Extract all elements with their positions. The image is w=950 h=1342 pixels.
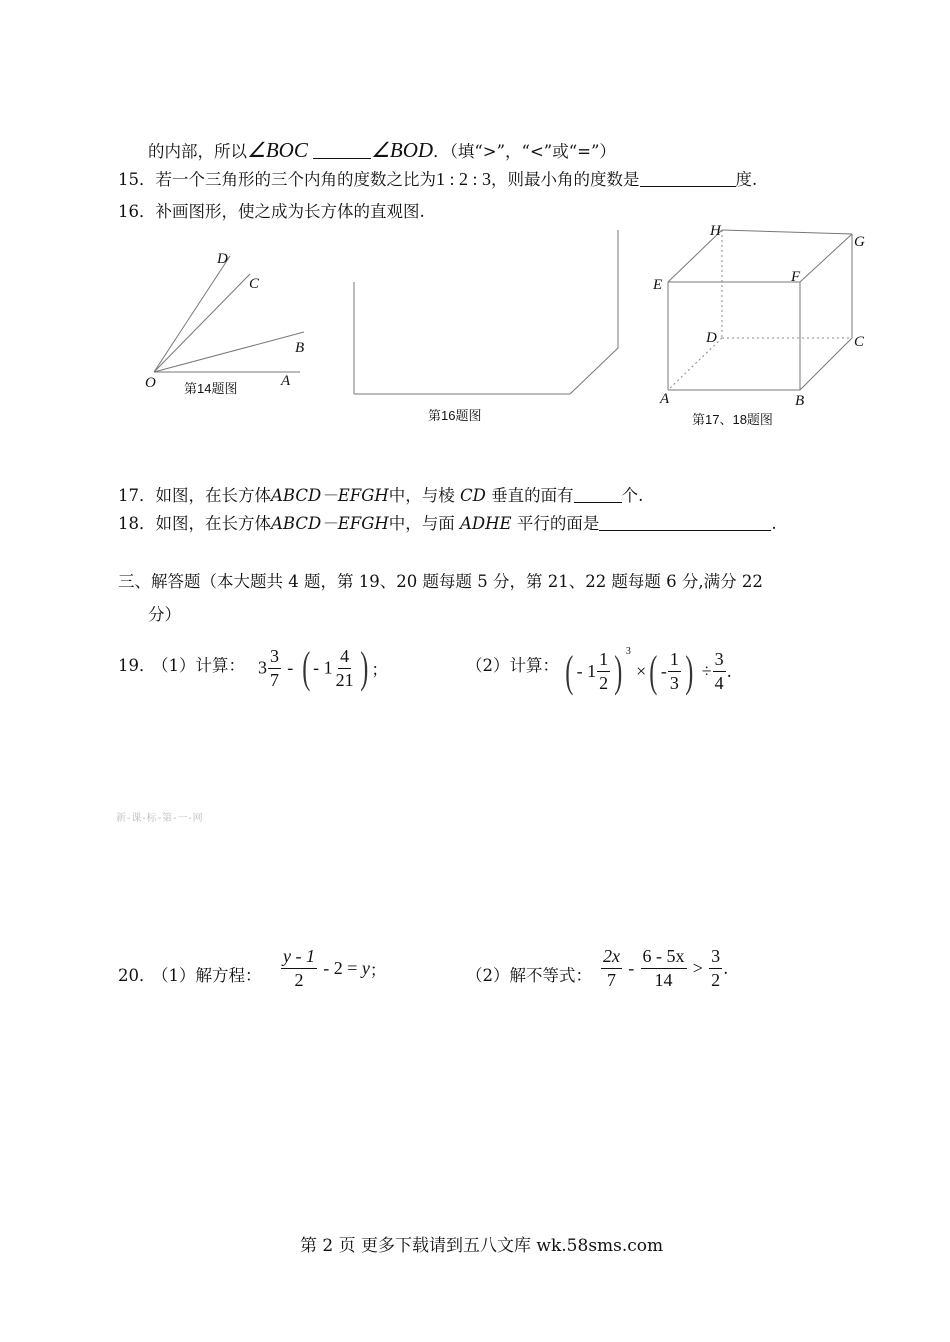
denominator: 2 (599, 673, 609, 693)
question-number: 15． (118, 170, 156, 189)
q18-text-b: 中，与面 (388, 514, 455, 533)
fraction (641, 947, 687, 990)
numerator: 6 - 5x (641, 947, 687, 969)
denominator: 14 (654, 969, 673, 990)
left-paren: ( (301, 643, 310, 692)
label-a: A (281, 373, 291, 389)
edge-hg (722, 230, 852, 234)
q18-end: . (771, 514, 777, 533)
figure-16 (348, 226, 628, 401)
inner-mixed: - 1 (313, 657, 333, 678)
edge-bc (800, 338, 852, 390)
page-footer: 第 2 页 更多下载请到五八文库 wk.58sms.com (300, 1236, 664, 1256)
q17-body: ABCD－EFGH (271, 486, 389, 505)
fraction (713, 650, 726, 693)
question-number: 17． (118, 486, 156, 505)
question-15 (118, 166, 757, 190)
mixed-whole: 3 (258, 657, 267, 678)
end-period: . (726, 662, 732, 681)
separator: ； (369, 960, 387, 980)
question-16 (118, 198, 425, 222)
watermark: 新-课-标-第-一-网 (116, 813, 204, 824)
greater-than-sign: > (692, 957, 703, 978)
end-period: . (723, 958, 729, 978)
q15-unit: 度. (735, 170, 758, 189)
label-f: F (791, 269, 801, 285)
q15-text-a: 若一个三角形的三个内角的度数之比为 (155, 170, 436, 189)
section-3-heading-cont (148, 601, 181, 625)
q20-part2-expression (600, 947, 728, 990)
exponent: 3 (625, 646, 631, 657)
q15-ratio: 1 : 2 : 3 (436, 169, 492, 189)
q18-text-c: 平行的面是 (516, 514, 600, 533)
figure-16-caption: 第16题图 (428, 408, 482, 423)
figure-14-caption: 第14题图 (184, 381, 238, 396)
fraction (268, 647, 281, 690)
q18-text-a: 如图，在长方体 (155, 514, 271, 533)
denominator: 7 (270, 669, 279, 690)
fraction (597, 650, 610, 693)
figure-17-cuboid (650, 220, 880, 412)
fraction (281, 947, 317, 990)
q17-text-c: 垂直的面有 (491, 486, 574, 505)
q20-part1-label: （1）解方程： (152, 966, 262, 985)
question-17 (118, 482, 643, 506)
label-d: D (706, 330, 717, 346)
denominator: 7 (607, 969, 616, 990)
q19-part2-expression (562, 646, 732, 694)
label-c: C (249, 276, 260, 292)
fraction (668, 650, 681, 693)
q17-text-b: 中，与棱 (388, 486, 455, 505)
q17-edge: CD (460, 486, 486, 505)
denominator: 3 (669, 673, 679, 693)
figure-17-caption: 第17、18题图 (692, 412, 773, 427)
q18-face: ADHE (460, 514, 512, 533)
numerator: 2x (601, 947, 622, 969)
label-e: E (653, 277, 663, 293)
numerator: y - 1 (281, 947, 317, 969)
denominator: 21 (335, 669, 354, 690)
denominator: 2 (294, 969, 304, 990)
edge-fg (800, 234, 852, 282)
q18-body: ABCD－EFGH (271, 514, 389, 533)
label-g: G (854, 234, 865, 250)
q17-answer-blank[interactable] (574, 486, 622, 503)
numerator: 4 (338, 647, 351, 669)
fraction (601, 947, 622, 990)
q16-text: 补画图形，使之成为长方体的直观图. (155, 202, 425, 221)
q15-answer-blank[interactable] (640, 170, 736, 187)
q14-answer-blank[interactable] (313, 142, 371, 159)
question-number: 16． (118, 202, 156, 221)
section-3-line-1: 三、解答题（本大题共 4 题，第 19、20 题每题 5 分，第 21、22 题每题 6 分,满分 22 (118, 572, 763, 591)
question-19-number: 19． (118, 656, 156, 675)
edge-diagonal (570, 348, 618, 394)
figure-14 (140, 246, 320, 396)
numerator: 3 (709, 947, 722, 969)
label-o: O (145, 375, 156, 391)
left-paren: ( (565, 646, 574, 696)
q19-part2-label: （2）计算： (466, 656, 559, 675)
right-paren: ) (685, 646, 694, 696)
right-paren: ) (614, 646, 623, 696)
section-3-line-2: 分） (148, 605, 181, 624)
denominator: 2 (711, 969, 721, 990)
q14-lead: 的内部，所以 (148, 142, 247, 161)
minus-sign: - (660, 661, 667, 681)
question-18 (118, 510, 777, 534)
q14-fill-hint: ．（填“>”，“<”或“=”） (433, 142, 616, 161)
q20-part2-label: （2）解不等式： (466, 966, 592, 985)
inner-mixed: - 1 (576, 661, 597, 681)
right-paren: ) (359, 643, 369, 692)
fraction (334, 647, 356, 690)
fraction (709, 947, 722, 990)
left-paren: ( (649, 646, 658, 696)
label-a: A (660, 391, 670, 407)
q19-part1-label: （1）计算： (152, 656, 245, 675)
ray-oc (154, 274, 250, 372)
q20-part1-expression (280, 947, 386, 990)
question-20-number: 20． (118, 966, 156, 985)
times-sign: × (636, 661, 647, 681)
label-h: H (710, 223, 721, 239)
angle-boc: ∠BOC (247, 138, 308, 162)
numerator: 1 (597, 650, 610, 672)
q18-answer-blank[interactable] (599, 514, 771, 531)
q15-text-b: ，则最小角的度数是 (491, 170, 640, 189)
q17-unit: 个. (621, 486, 644, 505)
numerator: 1 (668, 650, 681, 672)
divide-sign: ÷ (701, 661, 712, 681)
q17-text-a: 如图，在长方体 (155, 486, 271, 505)
question-number: 18． (118, 514, 156, 533)
minus-sign: - (628, 957, 635, 978)
label-b: B (795, 393, 805, 409)
section-3-heading (118, 568, 763, 592)
label-c: C (854, 334, 865, 350)
variable-y: y (361, 957, 370, 978)
q14-tail (148, 138, 616, 163)
minus-sign: - (287, 657, 294, 678)
denominator: 4 (714, 673, 724, 693)
label-d: D (217, 251, 228, 267)
label-b: B (295, 340, 305, 356)
numerator: 3 (268, 647, 281, 669)
q19-part1-expression (258, 643, 388, 692)
separator: ； (371, 660, 388, 679)
equation-rest: - 2 = (323, 957, 362, 978)
numerator: 3 (713, 650, 726, 672)
angle-bod: ∠BOD (371, 138, 434, 162)
